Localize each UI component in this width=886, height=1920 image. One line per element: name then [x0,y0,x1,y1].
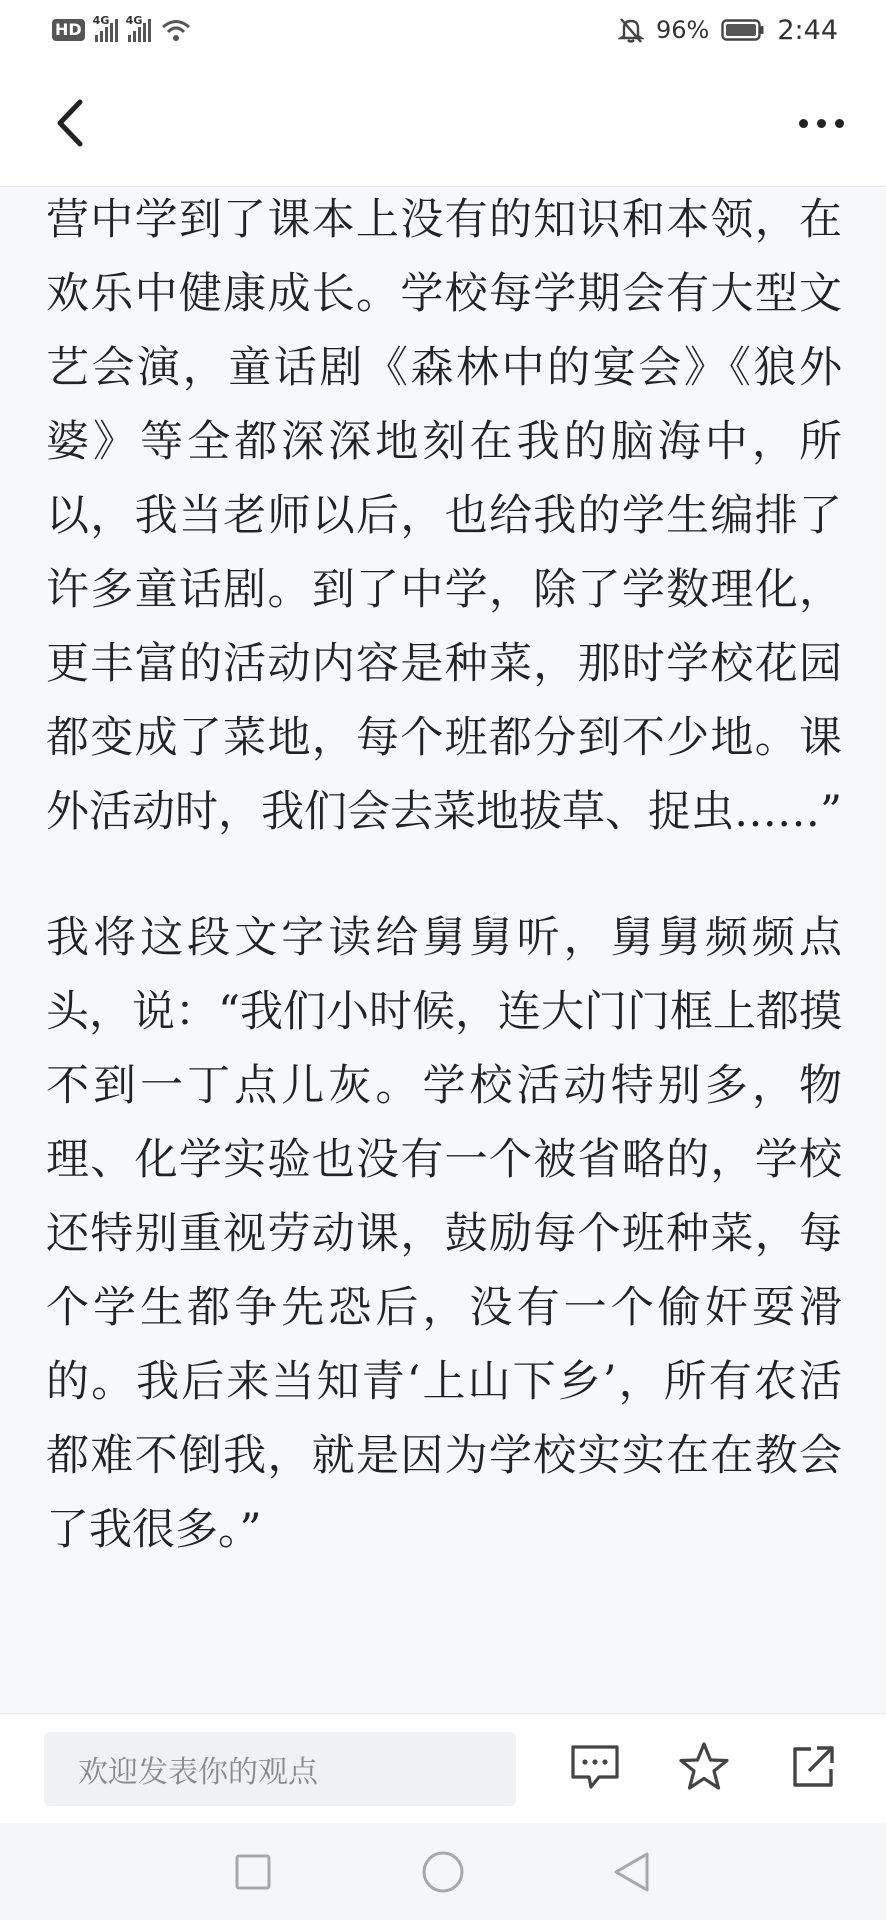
article-content[interactable] [0,187,886,1713]
clock: 2:44 [777,14,838,46]
bottom-action-bar [0,1713,886,1824]
paragraph: 营中学到了课本上没有的知识和本领，在欢乐中健康成长。学校每学期会有大型文艺会演，童话剧《森林中的宴会》《狼外婆》等全都深深地刻在我的脑海中，所以，我当老师以后，也给我的学生编排了许多童话剧。到了中学，除了学数理化，更丰富的活动内容是种菜，那时学校花园都变成了菜地，每个班都分到不少地。课外活动时，我们会去菜地拔草、捉虫……” [46,195,842,837]
top-nav-bar [0,62,886,187]
comments-button[interactable] [564,1736,626,1798]
article-body [46,187,842,1567]
comment-icon [569,1743,621,1791]
recent-apps-icon [234,1853,272,1891]
mute-bell-icon [618,16,644,44]
home-icon [421,1850,465,1894]
battery-icon [721,18,765,42]
chevron-left-icon [54,98,86,148]
more-dot [817,119,826,128]
wifi-icon [161,18,191,42]
network-type-label: 4G [125,14,143,27]
signal-icon [92,14,118,42]
battery-percentage: 96% [656,16,710,44]
comment-placeholder: 欢迎发表你的观点 [78,1755,318,1790]
status-bar [0,0,886,62]
home-button[interactable] [416,1845,470,1899]
signal-icon [125,14,151,42]
share-button[interactable] [782,1736,844,1798]
share-icon [789,1743,837,1791]
system-back-button[interactable] [604,1845,658,1899]
more-dots-icon [799,119,808,128]
paragraph: 我将这段文字读给舅舅听，舅舅频频点头，说：“我们小时候，连大门门框上都摸不到一丁点儿灰。学校活动特别多，物理、化学实验也没有一个被省略的，学校还特别重视劳动课，鼓励每个班种菜，每个学生都争先恐后，没有一个偷奸耍滑的。我后来当知青‘上山下乡’，所有农活都难不倒我，就是因为学校实实在在教会了我很多。” [46,913,842,1555]
recent-apps-button[interactable] [226,1845,280,1899]
star-icon [677,1741,731,1793]
hd-icon: HD [52,19,85,41]
more-dot [835,119,844,128]
status-left-group [52,14,191,46]
more-options-button[interactable] [786,92,856,154]
system-navigation-bar [0,1823,886,1920]
status-right-group [618,12,838,48]
network-type-label: 4G [92,14,110,27]
back-button[interactable] [44,92,96,154]
favorite-button[interactable] [673,1736,735,1798]
back-triangle-icon [611,1850,651,1894]
comment-input[interactable] [44,1732,516,1806]
